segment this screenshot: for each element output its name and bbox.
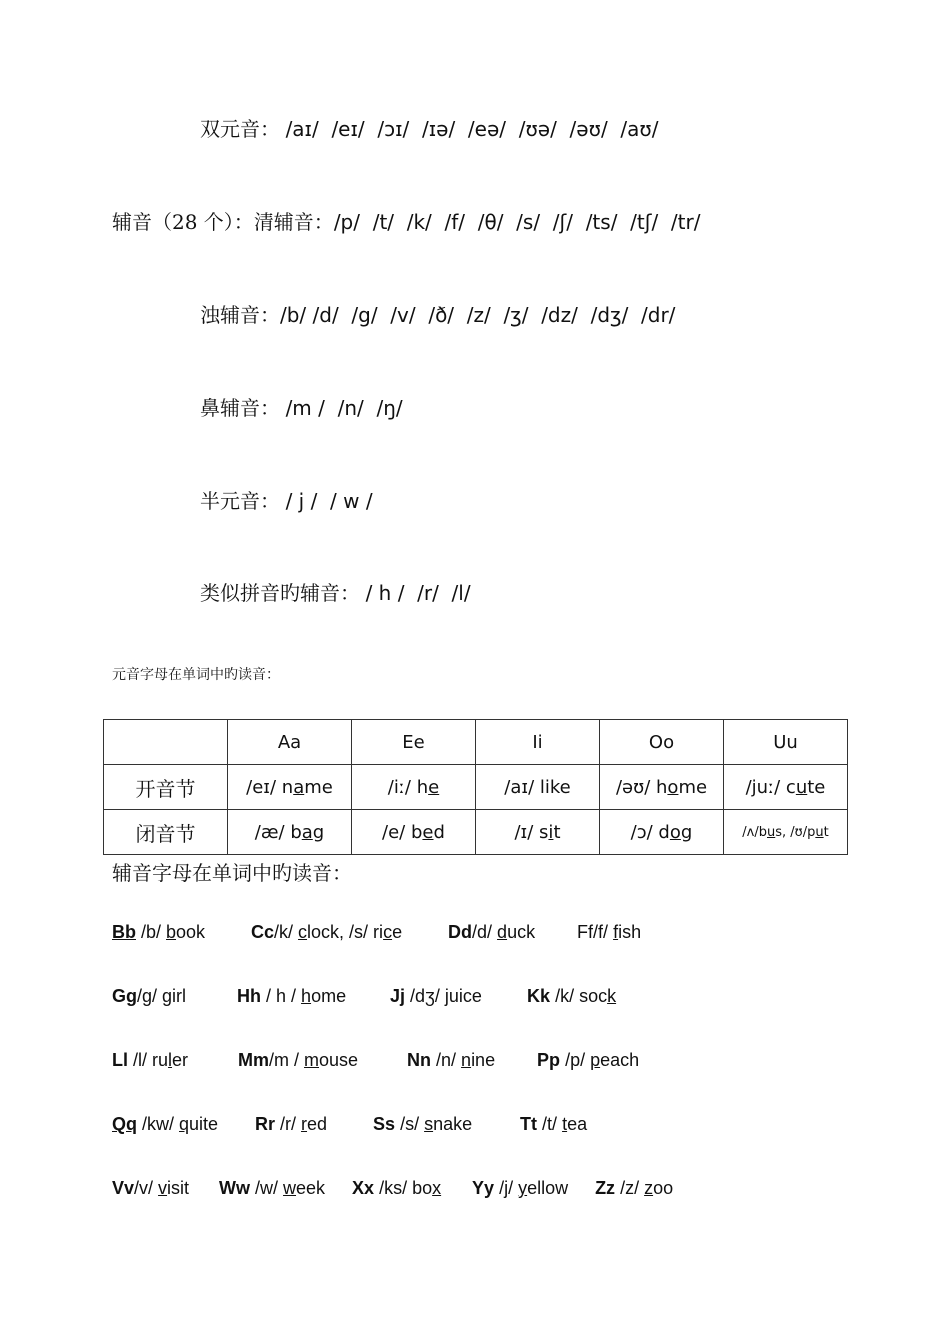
voiced-symbols: /b/ /d/ /g/ /v/ /ð/ /z/ /ʒ/ /dz/ /dʒ/ /dr/ (280, 303, 676, 327)
pinyin-like-label: 类似拼音旳辅音： (200, 581, 360, 605)
letter-entry: Kk /k/ sock (527, 986, 617, 1006)
diphthongs-symbols: /aɪ/ /eɪ/ /ɔɪ/ /ɪə/ /eə/ /ʊə/ /əʊ/ /aʊ/ (285, 117, 659, 141)
letter-entry: Pp /p/ peach (537, 1050, 640, 1070)
table-header-cell: Ii (476, 720, 600, 765)
letter-entry: Tt /t/ tea (520, 1114, 588, 1134)
open-syllable-label: 开音节 (104, 765, 228, 810)
table-row-open-syllable (104, 765, 848, 810)
letter-entry: Yy /j/ yellow (472, 1178, 569, 1198)
voiced-consonants-line (200, 302, 675, 329)
consonant-row (112, 1050, 639, 1071)
letter-entry: Dd/d/ duck (448, 922, 536, 942)
table-cell: /juː/ cute (724, 765, 848, 810)
voiceless-label: 清辅音： (253, 210, 334, 234)
letter-entry: Cc/k/ clock, /s/ rice (251, 922, 403, 942)
table-header-row (104, 720, 848, 765)
table-header-cell: Ee (352, 720, 476, 765)
semivowels-line (200, 488, 373, 515)
letter-entry: Bb /b/ book (112, 922, 206, 942)
letter-entry: Nn /n/ nine (407, 1050, 496, 1070)
consonants-label: 辅音（28 个）： (112, 210, 254, 234)
letter-entry: Jj /dʒ/ juice (390, 986, 482, 1006)
nasal-consonants-line (200, 395, 403, 422)
consonant-row (112, 922, 641, 943)
vowel-table-title: 元音字母在单词中旳读音： (112, 667, 280, 683)
nasal-symbols: /m / /n/ /ŋ/ (285, 396, 403, 420)
letter-entry: Qq /kw/ quite (112, 1114, 219, 1134)
letter-entry: Rr /r/ red (255, 1114, 328, 1134)
semivowel-label: 半元音： (200, 489, 280, 513)
table-cell: /eɪ/ name (228, 765, 352, 810)
consonant-row (112, 1178, 673, 1199)
voiced-label: 浊辅音： (200, 303, 280, 327)
pinyin-like-consonants-line (200, 580, 471, 607)
voiceless-consonants-line (112, 209, 700, 236)
letter-entry: Hh / h / home (237, 986, 347, 1006)
table-cell: /əʊ/ home (600, 765, 724, 810)
voiceless-symbols: /p/ /t/ /k/ /f/ /θ/ /s/ /ʃ/ /ts/ /tʃ/ /tr/ (333, 210, 701, 234)
table-header-cell (104, 720, 228, 765)
letter-entry: Ff/f/ fish (577, 922, 642, 942)
letter-entry: Gg/g/ girl (112, 986, 187, 1006)
letter-entry: Mm/m / mouse (238, 1050, 359, 1070)
table-cell: /aɪ/ like (476, 765, 600, 810)
table-header-cell: Uu (724, 720, 848, 765)
consonant-letters-title: 辅音字母在单词中旳读音： (112, 861, 352, 885)
table-cell: /ɪ/ sit (476, 810, 600, 855)
table-cell: /e/ bed (352, 810, 476, 855)
letter-entry: Ll /l/ ruler (112, 1050, 189, 1070)
semivowel-symbols: / j / / w / (285, 489, 373, 513)
vowel-table (103, 719, 848, 855)
consonant-row (112, 1114, 587, 1135)
diphthongs-label: 双元音： (200, 117, 280, 141)
nasal-label: 鼻辅音： (200, 396, 280, 420)
diphthongs-line (200, 116, 659, 143)
letter-entry: Ww /w/ week (219, 1178, 326, 1198)
letter-entry: Zz /z/ zoo (595, 1178, 674, 1198)
closed-syllable-label: 闭音节 (104, 810, 228, 855)
table-header-cell: Aa (228, 720, 352, 765)
table-cell: /æ/ bag (228, 810, 352, 855)
table-cell: /ɔ/ dog (600, 810, 724, 855)
table-header-cell: Oo (600, 720, 724, 765)
letter-entry: Xx /ks/ box (352, 1178, 442, 1198)
letter-entry: Vv/v/ visit (112, 1178, 190, 1198)
consonant-row (112, 986, 616, 1007)
table-cell: /ʌ/bus, /ʊ/put (724, 810, 848, 855)
letter-entry: Ss /s/ snake (373, 1114, 473, 1134)
table-cell: /iː/ he (352, 765, 476, 810)
pinyin-like-symbols: / h / /r/ /l/ (365, 581, 471, 605)
table-row-closed-syllable (104, 810, 848, 855)
